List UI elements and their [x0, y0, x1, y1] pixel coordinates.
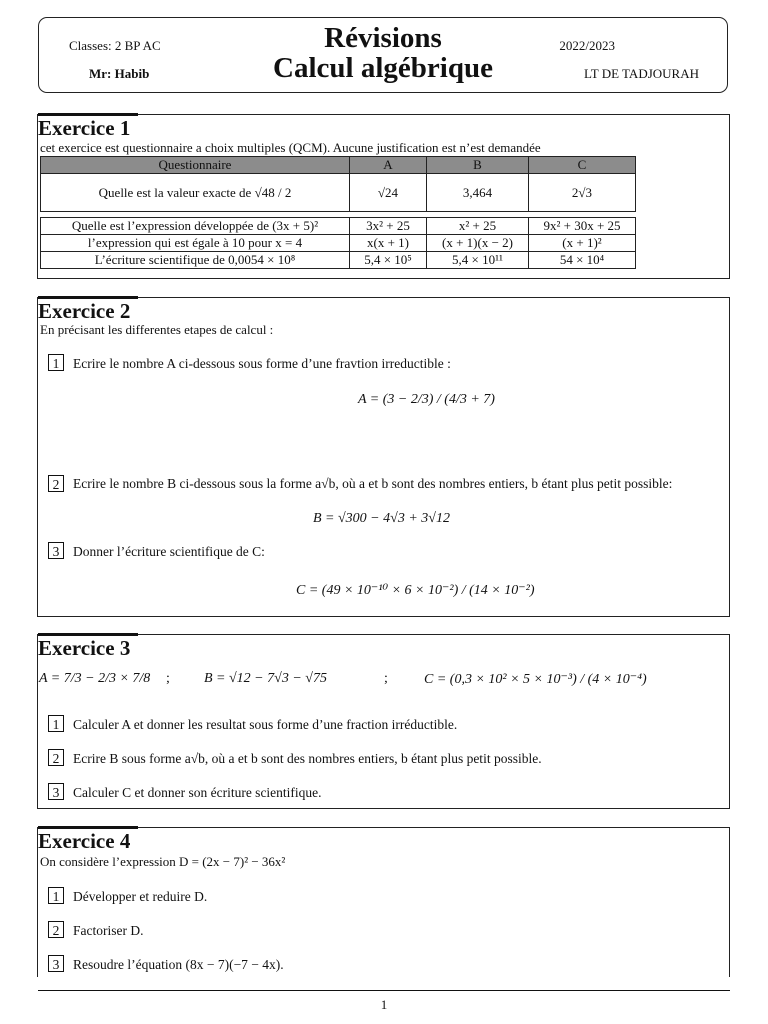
exercise-2-item-1	[48, 354, 718, 372]
item-number: 1	[48, 715, 64, 732]
qcm-question: l’expression qui est égale à 10 pour x = 4	[41, 235, 350, 252]
equation-b: B = √300 − 4√3 + 3√12	[313, 511, 450, 526]
title-subject: Calcul algébrique	[273, 52, 493, 84]
exercise-4-intro: On considère l’expression D = (2x − 7)² − 36x²	[40, 854, 286, 869]
item-number: 3	[48, 955, 64, 972]
qcm-answer-b: (x + 1)(x − 2)	[427, 235, 529, 252]
item-text: Calculer C et donner son écriture scientifique.	[73, 785, 322, 800]
exercise-1-title: Exercice 1	[38, 113, 138, 140]
exercise-3	[37, 634, 730, 809]
separator: ;	[166, 671, 170, 686]
equation-a: A = 7/3 − 2/3 × 7/8	[39, 671, 151, 686]
item-number: 2	[48, 475, 64, 492]
qcm-answer-c: (x + 1)²	[529, 235, 636, 252]
exercise-4	[37, 827, 730, 977]
school-year: 2022/2023	[559, 38, 615, 53]
item-text: Développer et reduire D.	[73, 889, 208, 904]
item-number: 1	[48, 887, 64, 904]
equation-b: B = √12 − 7√3 − √75	[204, 671, 327, 686]
exercise-3-item-1	[48, 715, 457, 733]
qcm-question: L’écriture scientifique de 0,0054 × 10⁸	[41, 252, 350, 269]
teacher-label: Mr: Habib	[89, 66, 150, 81]
equation-a: A = (3 − 2/3) / (4/3 + 7)	[358, 392, 495, 407]
item-text: Donner l’écriture scientifique de C:	[73, 544, 265, 559]
exercise-1-intro: cet exercice est questionnaire a choix multiples (QCM). Aucune justification est n’est demandée	[40, 140, 541, 155]
qcm-question: Quelle est l’expression développée de (3x + 5)²	[41, 218, 350, 235]
exercise-3-item-3	[48, 783, 322, 801]
exercise-2-item-3	[48, 542, 718, 560]
qcm-header-row	[41, 157, 636, 174]
qcm-answer-c: 2√3	[529, 174, 636, 212]
footer-rule	[38, 990, 730, 991]
qcm-header-question: Questionnaire	[41, 157, 350, 174]
item-text: Factoriser D.	[73, 923, 144, 938]
item-number: 3	[48, 783, 64, 800]
qcm-answer-b: 5,4 × 10¹¹	[427, 252, 529, 269]
item-number: 3	[48, 542, 64, 559]
table-row	[41, 252, 636, 269]
qcm-question: Quelle est la valeur exacte de √48 / 2	[41, 174, 350, 212]
table-row	[41, 174, 636, 212]
table-row	[41, 218, 636, 235]
exercise-4-item-2	[48, 921, 143, 939]
qcm-header-b: B	[427, 157, 529, 174]
item-text: Calculer A et donner les resultat sous forme d’une fraction irréductible.	[73, 717, 458, 732]
qcm-table	[40, 156, 636, 269]
qcm-answer-a: √24	[350, 174, 427, 212]
title-revisions: Révisions	[324, 22, 442, 54]
equation-c: C = (49 × 10⁻¹⁰ × 6 × 10⁻²) / (14 × 10⁻²)	[296, 583, 535, 598]
item-text: Resoudre l’équation (8x − 7)(−7 − 4x).	[73, 957, 284, 972]
qcm-answer-c: 54 × 10⁴	[529, 252, 636, 269]
qcm-answer-c: 9x² + 30x + 25	[529, 218, 636, 235]
school-name: LT DE TADJOURAH	[583, 66, 699, 81]
qcm-answer-a: x(x + 1)	[350, 235, 427, 252]
exercise-3-item-2	[48, 749, 542, 767]
page-number: 1	[380, 997, 388, 1012]
item-text: Ecrire B sous forme a√b, où a et b sont des nombres entiers, b étant plus petit possible.	[73, 751, 542, 766]
qcm-answer-a: 3x² + 25	[350, 218, 427, 235]
exercise-2-item-2	[48, 475, 718, 492]
qcm-answer-b: 3,464	[427, 174, 529, 212]
item-text: Ecrire le nombre A ci-dessous sous forme d’une fravtion irreductible :	[73, 356, 451, 371]
item-number: 2	[48, 749, 64, 766]
item-text: Ecrire le nombre B ci-dessous sous la forme a√b, où a et b sont des nombres entiers, b étant plus petit possible:	[73, 476, 673, 491]
exercise-3-title: Exercice 3	[38, 633, 138, 660]
qcm-answer-b: x² + 25	[427, 218, 529, 235]
qcm-answer-a: 5,4 × 10⁵	[350, 252, 427, 269]
exercise-2	[37, 297, 730, 617]
exercise-2-title: Exercice 2	[38, 296, 138, 323]
equation-c: C = (0,3 × 10² × 5 × 10⁻³) / (4 × 10⁻⁴)	[424, 672, 647, 687]
exercise-4-item-3	[48, 955, 284, 973]
classes-label: Classes: 2 BP AC	[69, 38, 161, 53]
qcm-header-a: A	[350, 157, 427, 174]
table-row	[41, 235, 636, 252]
header-box	[38, 17, 728, 93]
exercise-4-title: Exercice 4	[38, 826, 138, 853]
exercise-1	[37, 114, 730, 279]
exercise-4-item-1	[48, 887, 207, 905]
item-number: 1	[48, 354, 64, 371]
exercise-2-intro: En précisant les differentes etapes de calcul :	[40, 322, 274, 337]
qcm-header-c: C	[529, 157, 636, 174]
item-number: 2	[48, 921, 64, 938]
separator: ;	[384, 671, 388, 686]
